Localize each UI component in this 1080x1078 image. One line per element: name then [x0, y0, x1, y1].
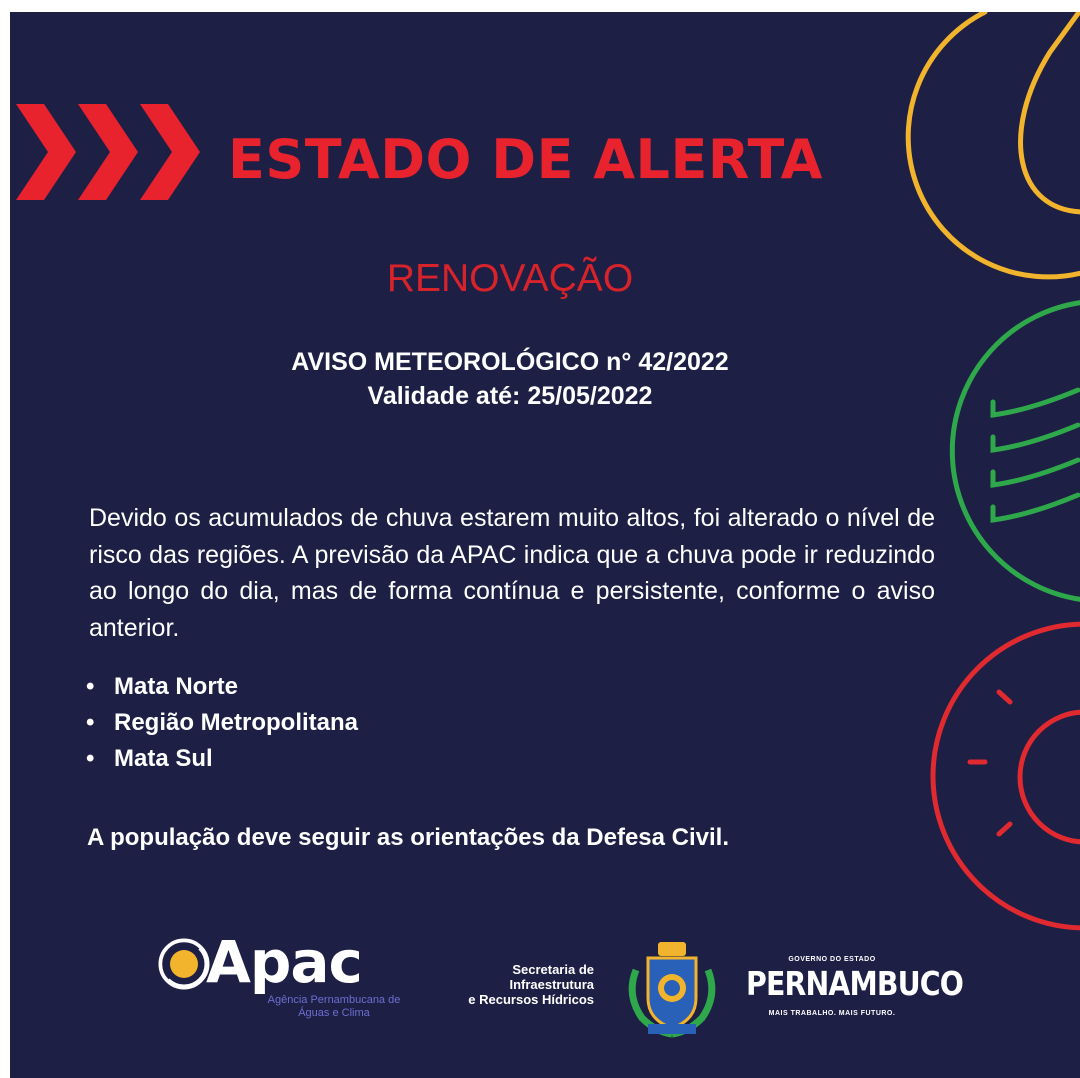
body-paragraph: Devido os acumulados de chuva estarem muito altos, foi alterado o nível de risco das regiões. A previsão da APAC indica que a chuva pode ir reduzindo ao longo do dia, mas de forma contínua e persistente, conforme o aviso anterior.	[89, 504, 935, 642]
region-label: Mata Sul	[114, 745, 213, 772]
secretaria-logo	[450, 962, 594, 1007]
apac-logo	[156, 928, 406, 1032]
alert-panel	[10, 12, 1080, 1078]
sun-icon	[933, 624, 1080, 928]
secretaria-line: Infraestrutura	[509, 977, 594, 992]
chevron-right-icon	[16, 104, 76, 200]
footer-message: A população deve seguir as orientações da Defesa Civil.	[87, 824, 730, 851]
page-title: ESTADO DE ALERTA	[228, 128, 823, 191]
apac-name: Apac	[206, 928, 362, 996]
secretaria-line: Secretaria de	[512, 962, 594, 977]
pe-name: PERNAMBUCO	[746, 964, 964, 1003]
secretaria-line: e Recursos Hídricos	[468, 992, 594, 1007]
chevron-right-icon	[78, 104, 138, 200]
chevron-group	[16, 104, 206, 204]
raindrop-icon	[908, 12, 1080, 277]
region-label: Mata Norte	[114, 673, 239, 700]
subtitle: RENOVAÇÃO	[386, 257, 634, 300]
region-list	[86, 669, 358, 777]
chevron-right-icon	[140, 104, 200, 200]
apac-sun-icon	[158, 938, 210, 990]
list-item: • Mata Norte	[86, 673, 239, 700]
region-label: Região Metropolitana	[114, 709, 359, 736]
notice-block	[10, 345, 1010, 413]
coat-of-arms-icon	[622, 940, 722, 1040]
pe-government-label: GOVERNO DO ESTADO	[788, 956, 876, 963]
notice-validity: Validade até: 25/05/2022	[367, 382, 653, 410]
notice-number: AVISO METEOROLÓGICO n° 42/2022	[291, 348, 729, 376]
list-item: • Mata Sul	[86, 745, 213, 772]
pe-motto: MAIS TRABALHO. MAIS FUTURO.	[768, 1010, 896, 1017]
list-item: • Região Metropolitana	[86, 709, 359, 736]
apac-tagline: Agência Pernambucana de Águas e Clima	[267, 994, 401, 1019]
